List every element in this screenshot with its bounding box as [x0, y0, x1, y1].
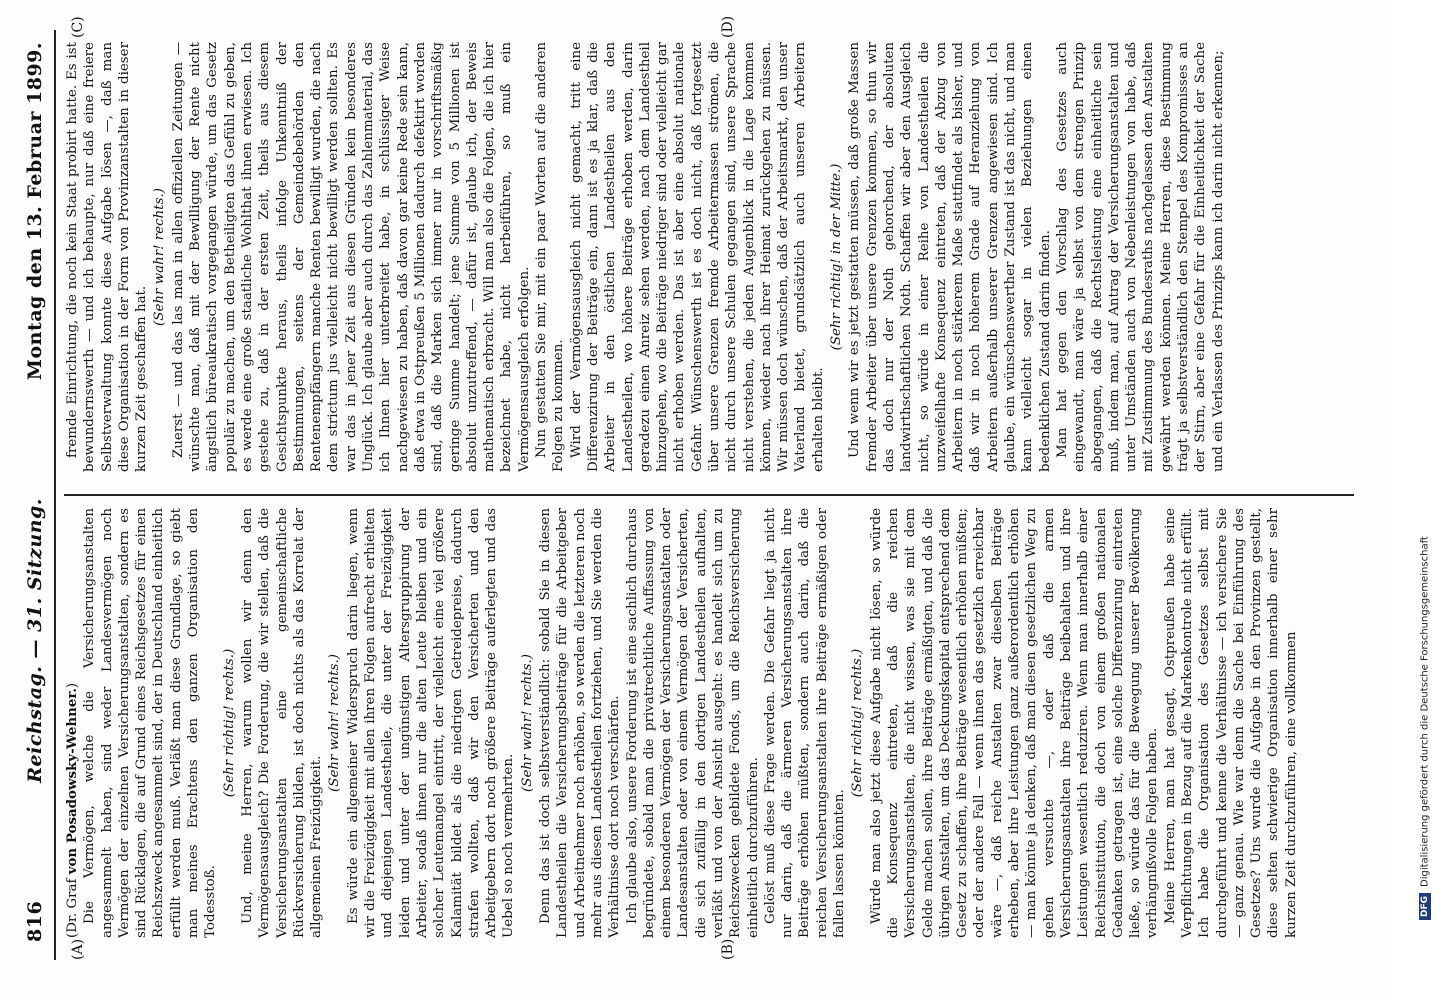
paragraph: Wird der Vermögensausgleich nicht gemacht, tritt eine Differenzirung der Beiträge ein, dann ist es ja klar, daß die Arbeiter in den östlichen Landestheilen aus den Landestheilen, wo höhere Beiträge erhoben werden, darin geradezu einen Anreiz sehen werden, nach dem Landestheil hinzugehen, wo die Beiträge niedriger sind oder vielleicht gar nicht erhoben werden. Das ist aber eine absolut nationale Gefahr. Wünschenswerth ist es doch nicht, daß fortgesetzt über unsere Grenzen fremde Arbeitermassen strömen, die nicht durch unsere Schulen gegangen sind, unsere Sprache nicht verstehen, die jeden Augenblick in die Lage kommen können, wieder nach ihrer Heimat zurückgehen zu müssen. Wir müssen doch wünschen, daß der Arbeitsmarkt, den unser Vaterland bietet, grundsätzlich auch unseren Arbeitern erhalten bleibt.	[568, 42, 826, 472]
right-column	[64, 42, 1354, 472]
column-divider	[64, 494, 1354, 496]
speaker-line	[64, 508, 81, 938]
paragraph: Gelöst muß diese Frage werden. Die Gefahr liegt ja nicht nur darin, daß die ärmeren Versicherungsanstalten ihre Beiträge erhöhen müßten, sondern auch darin, daß die reichen Versicherungsanstalten ihre Beiträge ermäßigen oder fallen lassen könnten.	[762, 508, 848, 938]
speaker-suffix: )	[65, 682, 80, 689]
paragraph: Meine Herren, man hat gesagt, Ostpreußen habe seine Verpflichtungen in Bezug auf die Markenkontrole nicht erfüllt. Ich habe die Organisation des Gesetzes selbst mit durchgeführt und kenne die Verhältnisse — ich versichere Sie — ganz genau. Wie war denn die Sache bei Einführung des Gesetzes? Uns wurde die Aufgabe in den Provinzen gestellt, diese selten schwierige Organisation innerhalb einer sehr kurzen Zeit durchzuführen, eine vollkommen	[1162, 508, 1299, 938]
paragraph: Ich glaube also, unsere Forderung ist eine sachlich durchaus begründete, sobald man die privatrechtliche Auffassung von einem besonderen Vermögen der Versicherungsanstalten oder Landesanstalten oder von einem Vermögen der Versicherten, die sich zufällig in den dortigen Landestheilen aufhalten, verläßt und von der Ansicht ausgeht: es handelt sich um zu Reichszwecken gebildete Fonds, um die Reichsversicherung einheitlich durchzuführen.	[624, 508, 761, 938]
header-rule	[54, 30, 56, 960]
speaker-name: von Posadowsky-Wehner.	[64, 688, 80, 875]
paragraph: Man hat gegen den Vorschlag des Gesetzes auch eingewandt, man wäre ja selbst von dem strengen Prinzip abgegangen, daß die Rechtsleistung eine einheitliche sein muß, indem man, auf Antrag der Versicherungsanstalten und unter Umständen auch von Nebenleistungen von habe, daß mit Zustimmung des Bundesraths nachgelassen den Anstalten gewährt werden können. Meine Herren, diese Bestimmung trägt ja selbstverständlich den Stempel des Kompromisses an der Stirn, aber eine Gefahr für die Einheitlichkeit der Sache und ein Verlassen des Prinzips kann ich darin nicht erkennen;	[1054, 42, 1226, 472]
interjection: (Sehr wahr! rechts.)	[519, 654, 535, 792]
left-column-text	[81, 508, 1300, 938]
page-number: 816	[24, 900, 46, 942]
session-title: Reichstag. — 31. Sitzung.	[24, 498, 46, 783]
interjection: (Sehr richtig! rechts.)	[221, 648, 237, 798]
speaker-prefix: (Dr. Graf	[65, 874, 80, 938]
left-column	[64, 508, 1354, 938]
right-column-text	[64, 42, 1227, 472]
paragraph: Denn das ist doch selbstverständlich: sobald Sie in diesen Landestheilen die Versicherungsbeiträge für die Arbeitgeber und Arbeitnehmer noch erhöhen, so werden die letzteren noch mehr aus diesen Landestheilen fortziehen, und Sie werden die Verhältnisse dort noch verschärfen.	[538, 508, 623, 938]
paragraph: Und, meine Herren, warum wollen wir denn den Vermögensausgleich? Die Forderung, die wir stellen, daß die Versicherungsanstalten eine gemeinschaftliche Rückversicherung bilden, ist doch nichts als das Korrelat der allgemeinen Freizügigkeit.	[239, 508, 325, 938]
paragraph: fremde Einrichtung, die noch kein Staat probirt hatte. Es ist bewundernswerth — und ich behaupte, nur daß eine freiere Selbstverwaltung konnte diese Aufgabe lösen —, daß man diese Organisation in der Form von Provinzanstalten in dieser kurzen Zeit geschaffen hat.	[65, 42, 150, 472]
paragraph: Die Vermögen, welche die Versicherungsanstalten angesammelt haben, sind weder Landesvermögen noch Vermögen der einzelnen Versicherungsanstalten, sondern es sind Rücklagen, die auf Grund eines Reichsgesetzes für einen Reichszweck angesammelt sind, der in Deutschland einheitlich erfüllt werden muß. Verläßt man diese Grundlage, so giebt man meines Erachtens den ganzen Organisation den Todesstoß.	[82, 508, 219, 938]
margin-mark-b: (B)	[720, 938, 736, 960]
margin-mark-c: (C)	[70, 16, 86, 38]
session-date: Montag den 13. Februar 1899.	[24, 42, 46, 381]
margin-mark-d: (D)	[720, 15, 736, 38]
page-header	[18, 42, 52, 942]
interjection: (Sehr wahr! rechts.)	[152, 188, 168, 326]
paragraph: Und wenn wir es jetzt gestatten müssen, daß große Massen fremder Arbeiter über unsere Grenzen kommen, so thun wir das doch nur der Noth gehorchend, der absoluten landwirthschaftlichen Noth. Schaffen wir aber den Ausgleich nicht, so würde in einer Reihe von Landestheilen die unzweifelhafte Konsequenz eintreten, daß der Abzug von Arbeitern in noch stärkerem Maße stattfindet als bisher, und daß wir in noch höherem Grade auf Heranziehung von Arbeitern außerhalb unserer Grenzen angewiesen sind. Ich glaube, ein wünschenswerther Zustand ist das nicht, und man kann vielleicht sogar in vielen Beziehungen einen bedenklichen Zustand darin finden.	[847, 42, 1053, 472]
paragraph: Würde man also jetzt diese Aufgabe nicht lösen, so würde die Konsequenz eintreten, daß die reichen Versicherungsanstalten, die nicht wissen, was sie mit dem Gelde machen sollen, ihre Beiträge ermäßigten, und daß die übrigen Anstalten, um das Deckungskapital entsprechend dem Gesetz zu schaffen, ihre Beiträge wesentlich erhöhen müßten; oder der andere Fall — wenn ihnen das gesetzlich erreichbar wäre —, daß reiche Anstalten zwar dieselben Beiträge erheben, aber ihre Leistungen ganz außerordentlich erhöhen — man könnte ja denken, daß man diesen gesetzlichen Weg zu gehen versuchte —, oder daß die armen Versicherungsanstalten ihre Beiträge beibehalten und ihre Leistungen wesentlich reduziren. Wenn man innerhalb einer Reichsinstitution, die doch von einem großen nationalen Gedanken getragen ist, eine solche Differenzirung eintreten ließe, so würde das für die Bewegung unserer Bevölkerung verhängnißvolle Folgen haben.	[868, 508, 1161, 938]
interjection: (Sehr wahr! rechts.)	[327, 654, 343, 792]
paragraph: Es würde ein allgemeiner Widerspruch darin liegen, wenn wir die Freizügigkeit mit allen ihren Folgen aufrecht erhielten und diejenigen Landestheile, die unter der Freizügigkeit leiden und unter der ungünstigen Altersgruppirung der Arbeiter, sodaß ihnen nur die alten Leute bleiben und ein solcher Leutemangel eintritt, der vielleicht eine viel größere Kalamität bildet als die niedrigen Getreidepreise, dadurch strafen wollten, daß wir den Versicherten und den Arbeitgebern dort noch größere Beiträge auferlegten und das Uebel so noch vermehrten.	[345, 508, 517, 938]
interjection: (Sehr richtig! in der Mitte.)	[829, 163, 845, 351]
paragraph: Nun gestatten Sie mir, mit ein paar Worten auf die anderen Folgen zu kommen.	[534, 42, 567, 472]
digitization-credit	[1418, 40, 1432, 920]
interjection: (Sehr richtig! rechts.)	[850, 648, 866, 798]
dfg-logo: DFG	[1419, 893, 1431, 920]
paragraph: Zuerst — und das las man in allen offiziellen Zeitungen — wünschte man, daß mit der Bewilligung der Rente nicht ängstlich büreaukratisch vorgegangen würde, um das Gesetz populär zu machen, um den Betheiligten das Gefühl zu geben, es werde eine große staatliche Wohlthat ihnen erwiesen. Ich gestehe zu, daß in der ersten Zeit, theils aus diesem Gesichtspunkte heraus, theils infolge Unkenntniß der Bestimmungen, seitens der Gemeindebehörden den Rentenempfängern manche Renten bewilligt wurden, die nach dem strictum jus vielleicht nicht bewilligt werden sollten. Es war das in jener Zeit aus diesen Gründen kein besonderes Unglück. Ich glaube aber auch durch das Zahlenmaterial, das ich Ihnen hier unterbreitet habe, in schlüssiger Weise nachgewiesen zu haben, daß davon gar keine Rede sein kann, daß etwa in Ostpreußen 5 Millionen dadurch defektirt worden sind, daß die Marken sich immer nur in vorschriftsmäßig geringe Summe handelt; jene Summe von 5 Millionen ist absolut unzutreffend, — dafür ist, glaube ich, der Beweis mathematisch erbracht. Will man also die Folgen, die ich hier bezeichnet habe, nicht herbeiführen, so muß ein Vermögensausgleich erfolgen.	[170, 42, 532, 472]
margin-mark-a: (A)	[70, 938, 86, 960]
credit-text: Digitalisierung gefördert durch die Deutsche Forschungsgemeinschaft	[1419, 536, 1431, 887]
